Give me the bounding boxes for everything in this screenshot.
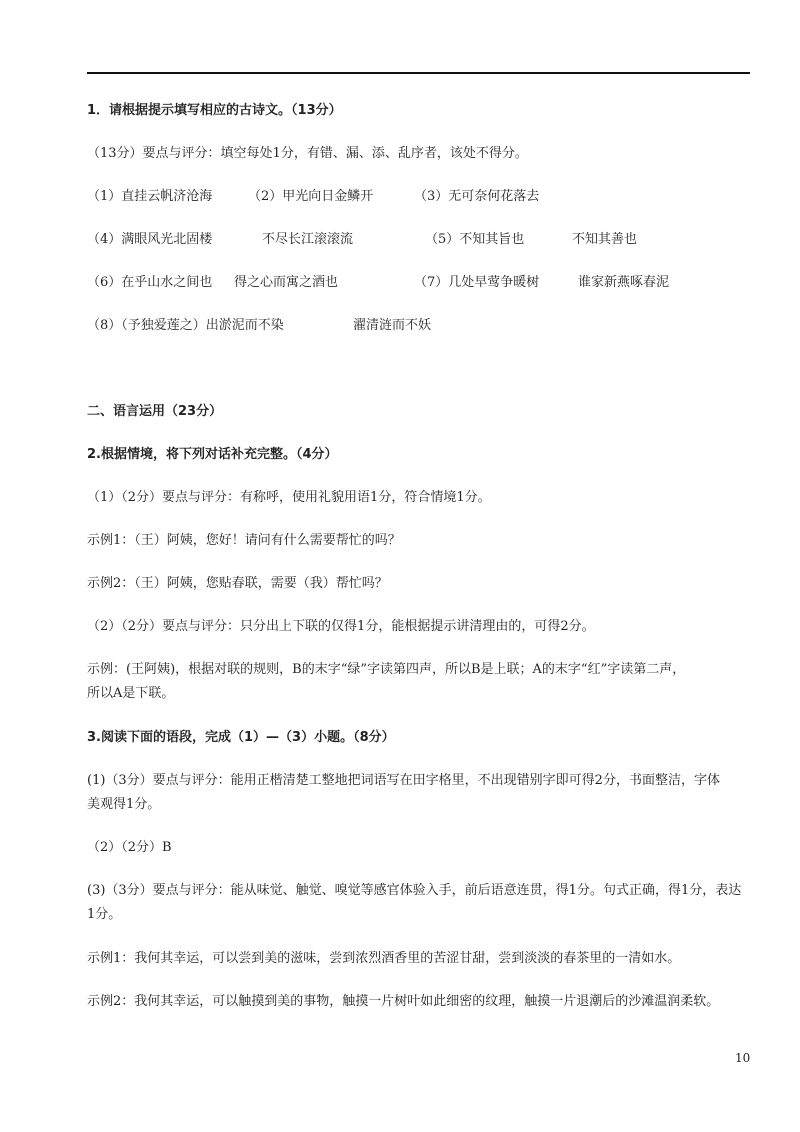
q1-answer-4b: 不尽长江滚滚流 — [262, 232, 354, 247]
header-rule — [87, 72, 750, 74]
q3-part3-line1: (3)（3分）要点与评分：能从味觉、触觉、嗅觉等感官体验入手，前后语意连贯，得1分。句式正确，得1分，表达 — [87, 883, 742, 898]
q1-answer-7a: （7）几处早莺争暖树 — [414, 275, 540, 290]
q3-part1-line2: 美观得1分。 — [87, 797, 161, 812]
q1-answer-5a: （5）不知其旨也 — [425, 232, 525, 247]
q2-part2-scoring: （2）（2分）要点与评分：只分出上下联的仅得1分，能根据提示讲清理由的，可得2分。 — [87, 619, 595, 634]
q1-answer-2: （2）甲光向日金鳞开 — [248, 189, 374, 204]
q2-example-2: 示例2：（王）阿姨，您贴春联，需要（我）帮忙吗？ — [87, 576, 388, 591]
q1-answer-1: （1）直挂云帆济沧海 — [87, 189, 213, 204]
q1-answer-5b: 不知其善也 — [572, 232, 638, 247]
q3-heading: 3.阅读下面的语段，完成（1）—（3）小题。（8分） — [87, 730, 395, 745]
q1-answer-7b: 谁家新燕啄春泥 — [578, 275, 670, 290]
q3-part1-line1: (1)（3分）要点与评分：能用正楷清楚工整地把词语写在田字格里，不出现错别字即可得2分，书面整洁，字体 — [87, 773, 720, 788]
q3-part2-answer: （2）（2分）B — [87, 840, 172, 855]
page-number: 10 — [735, 1051, 751, 1065]
q3-example-1: 示例1：我何其幸运，可以尝到美的滋味，尝到浓烈酒香里的苦涩甘甜，尝到淡淡的春茶里的一清如水。 — [87, 951, 681, 966]
q1-answer-6a: （6）在乎山水之间也 — [87, 275, 213, 290]
q1-answer-4a: （4）满眼风光北固楼 — [87, 232, 213, 247]
q3-example-2: 示例2：我何其幸运，可以触摸到美的事物，触摸一片树叶如此细密的纹理，触摸一片退潮后的沙滩温润柔软。 — [87, 994, 720, 1009]
q1-answer-3: （3）无可奈何花落去 — [414, 189, 540, 204]
q2-example-3-line2: 所以A是下联。 — [87, 686, 175, 701]
q2-example-3-line1: 示例：(王阿姨)，根据对联的规则，B的末字“绿”字读第四声，所以B是上联；A的末字“红”字读第二声， — [87, 662, 686, 677]
section2-heading: 二、语言运用（23分） — [87, 404, 223, 419]
q3-part3-line2: 1分。 — [87, 907, 122, 922]
q1-scoring: （13分）要点与评分：填空每处1分，有错、漏、添、乱序者，该处不得分。 — [87, 146, 528, 161]
q2-part1-scoring: （1）（2分）要点与评分：有称呼，使用礼貌用语1分，符合情境1分。 — [87, 490, 491, 505]
q1-answer-8b: 濯清涟而不妖 — [353, 318, 432, 333]
q2-example-1: 示例1：（王）阿姨，您好！请问有什么需要帮忙的吗？ — [87, 533, 401, 548]
q1-answer-8a: （8）（予独爱莲之）出淤泥而不染 — [87, 318, 284, 333]
q2-heading: 2.根据情境，将下列对话补充完整。（4分） — [87, 447, 338, 462]
q1-heading: 1．请根据提示填写相应的古诗文。（13分） — [87, 103, 342, 118]
q1-answer-6b: 得之心而寓之酒也 — [234, 275, 339, 290]
